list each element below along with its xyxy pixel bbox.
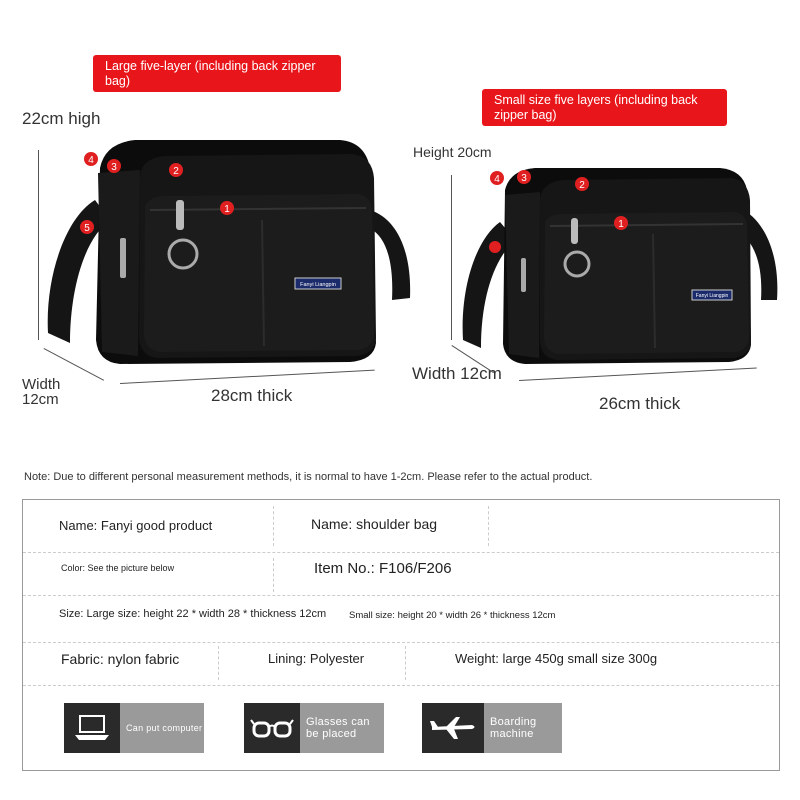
large-width-label: Width 12cm (22, 376, 61, 408)
spec-color: Color: See the picture below (61, 563, 175, 573)
feature-boarding-label: Boarding machine (490, 716, 537, 740)
laptop-icon (64, 703, 120, 753)
feature-glasses (244, 703, 384, 753)
svg-text:5: 5 (84, 223, 90, 234)
airplane-icon (422, 703, 484, 753)
spec-lining: Lining: Polyester (268, 651, 365, 666)
spec-table (22, 499, 780, 771)
bag-brand-label-small: Fanyi Liangpin (695, 293, 729, 299)
spec-fabric: Fabric: nylon fabric (61, 651, 180, 667)
spec-name1: Name: Fanyi good product (59, 518, 213, 533)
feature-computer (64, 703, 204, 753)
feature-glasses-label: Glasses can be placed (306, 716, 370, 740)
svg-text:4: 4 (494, 174, 500, 185)
large-thick-label: 28cm thick (211, 386, 293, 405)
spec-item-no: Item No.: F106/F206 (314, 560, 452, 577)
small-bag-image (455, 160, 785, 390)
glasses-icon (244, 703, 300, 753)
spec-weight: Weight: large 450g small size 300g (455, 651, 658, 666)
large-height-line (38, 150, 39, 340)
spec-size-small: Small size: height 20 * width 26 * thickness 12cm (349, 610, 556, 621)
svg-text:2: 2 (173, 166, 179, 177)
small-thick-label: 26cm thick (599, 394, 681, 413)
svg-text:3: 3 (111, 162, 117, 173)
svg-text:3: 3 (521, 173, 527, 184)
spec-size-large: Size: Large size: height 22 * width 28 * thickness 12cm (59, 608, 327, 620)
measurement-note: Note: Due to different personal measurement methods, it is normal to have 1-2cm. Please refer to the actual product. (24, 471, 593, 483)
large-height-label: 22cm high (22, 109, 101, 128)
feature-boarding (422, 703, 562, 753)
small-height-line (451, 175, 452, 340)
svg-text:1: 1 (224, 204, 230, 215)
svg-text:2: 2 (579, 180, 585, 191)
spec-name2: Name: shoulder bag (311, 516, 438, 532)
svg-text:4: 4 (88, 155, 94, 166)
small-width-label: Width 12cm (412, 364, 502, 383)
small-height-label: Height 20cm (413, 144, 492, 160)
feature-computer-label: Can put computer (126, 723, 203, 733)
small-bag-callout: Small size five layers (including back zipper bag) (482, 89, 727, 126)
svg-text:1: 1 (618, 219, 624, 230)
large-bag-image (40, 128, 420, 388)
bag-brand-label: Fanyi Liangpin (300, 282, 336, 288)
large-bag-callout: Large five-layer (including back zipper bag) (93, 55, 341, 92)
